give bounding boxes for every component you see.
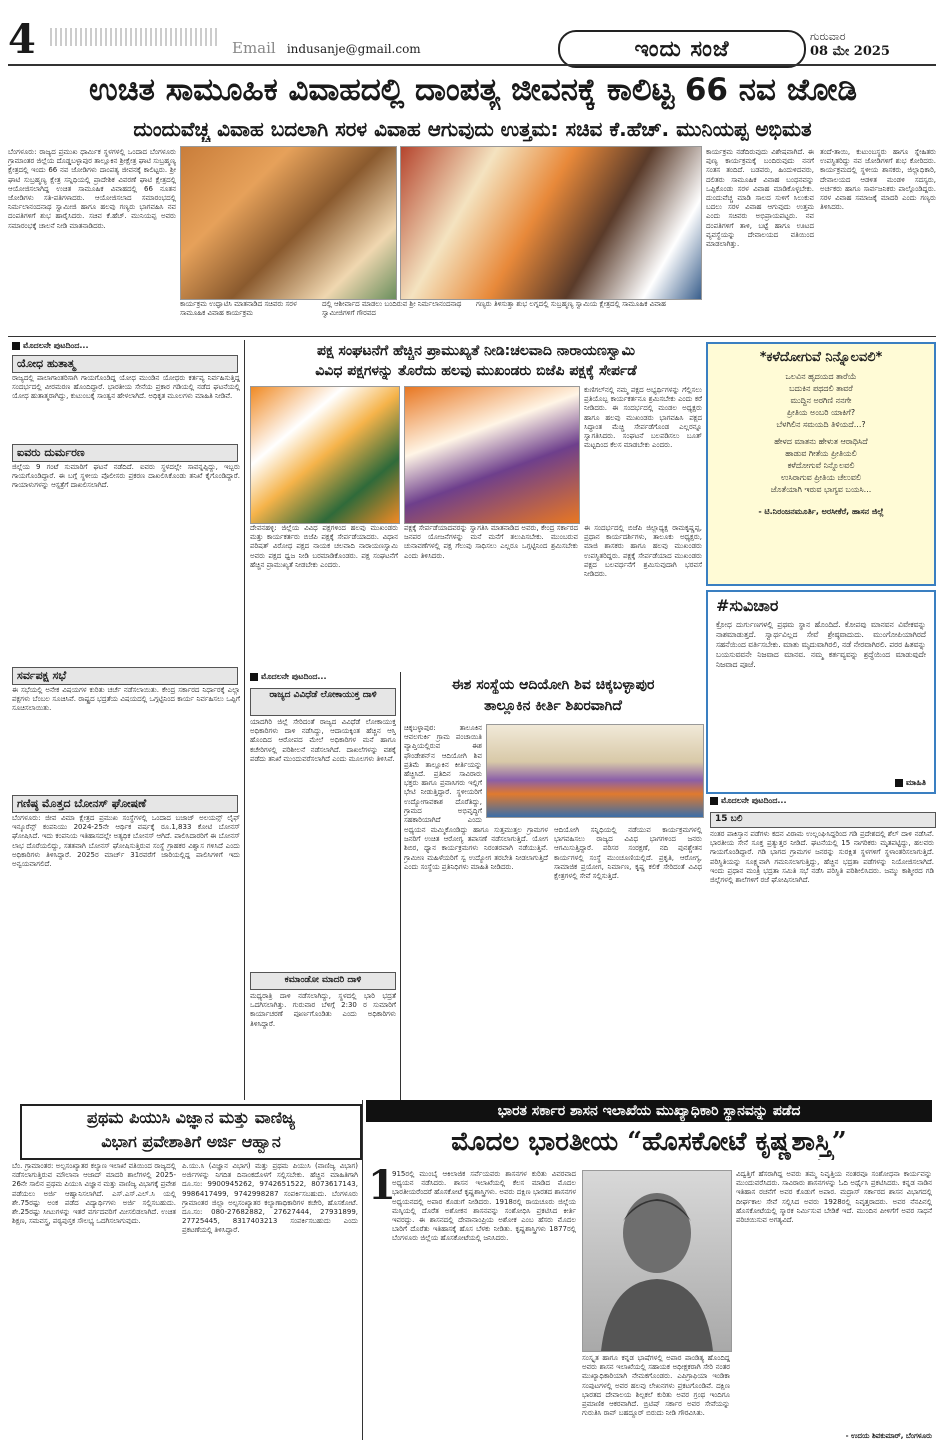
lead-photo-2 — [400, 146, 702, 300]
lead-headline: ಉಚಿತ ಸಾಮೂಹಿಕ ವಿವಾಹದಲ್ಲಿ ದಾಂಪತ್ಯ ಜೀವನಕ್ಕೆ ಕಾಲಿಟ್ಟ 66 ನವ ಜೋಡಿ — [88, 72, 857, 108]
email-link[interactable]: indusanje@gmail.com — [286, 42, 421, 56]
bullet-icon — [710, 797, 718, 805]
right-subtitle: 15 ಬಲಿ — [710, 812, 936, 828]
poem-box — [706, 342, 936, 586]
weekday: ಗುರುವಾರ — [810, 30, 846, 43]
lead-caption-3: ಗಣ್ಯರು ತಿಳಿಸುತ್ತಾ ಶುಭ ಲಗ್ನದಲ್ಲಿ ಸುಬ್ರಹ್ಮಣ್ಯ ಸ್ವಾಮಿಯ ಕ್ಷೇತ್ರದಲ್ಲಿ ಸಾಮೂಹಿಕ ವಿವಾಹ — [476, 300, 666, 308]
isha-col-b: ಅಧ್ಯಯನ ಮಮ್ಮಿಕೊಂಡಿದ್ದು ಹಾಗೂ ಸುತ್ತಮುತ್ತಲ ಗ್ರಾಮಗಳ ಜನರಿಗೆ ಉಚಿತ ಆರೋಗ್ಯ ತಪಾಸಣೆ ನಡೆಸಲಾಗುತ್ತಿದೆ. ಯೋಗ ಶಿಬಿರ, ಧ್ಯಾನ ಕಾರ್ಯಕ್ರಮಗಳು ನಿರಂತರವಾಗಿ ನಡೆಯುತ್ತಿವೆ. ಗ್ರಾಮೀಣ ಮಹಿಳೆಯರಿಗೆ ಸ್ವ ಉದ್ಯೋಗ ತರಬೇತಿ ನೀಡಲಾಗುತ್ತಿದೆ ಎಂದು ಸಂಸ್ಥೆಯ ಪ್ರತಿನಿಧಿಗಳು ಮಾಹಿತಿ ನೀಡಿದರು. — [404, 826, 548, 871]
section-title-1: ಯೋಧ ಹುತಾತ್ಮ — [12, 355, 238, 373]
continued-tag-2: ಮೊದಲನೇ ಪುಟದಿಂದ... — [250, 672, 327, 682]
bonus-body: ಯಾದಗಿರಿ ಜಿಲ್ಲೆ ಸೇರಿದಂತೆ ರಾಜ್ಯದ ವಿವಿಧೆಡೆ ಲೋಕಾಯುಕ್ತ ಅಧಿಕಾರಿಗಳು ದಾಳಿ ನಡೆಸಿದ್ದು, ಆದಾಯಕ್ಕಿಂತ ಹೆಚ್ಚಿನ ಆಸ್ತಿ ಹೊಂದಿದ ಆರೋಪದ ಮೇಲೆ ಅಧಿಕಾರಿಗಳ ಮನೆ ಹಾಗೂ ಕಚೇರಿಗಳಲ್ಲಿ ಪರಿಶೀಲನೆ ನಡೆಸಲಾಗಿದೆ. ದಾಖಲೆಗಳನ್ನು ವಶಕ್ಕೆ ಪಡೆದು ತನಿಖೆ ಮುಂದುವರೆಸಲಾಗಿದೆ ಎಂದು ಮೂಲಗಳು ತಿಳಿಸಿವೆ. — [250, 718, 396, 763]
feature-portrait — [582, 1170, 732, 1352]
right-body: ನಂತರ ಪಾಕಿಸ್ತಾನ ಪಡೆಗಳು ಕದನ ವಿರಾಮ ಉಲ್ಲಂಘಿಸಿದ್ದರಿಂದ ಗಡಿ ಪ್ರದೇಶದಲ್ಲಿ ಶೆಲ್ ದಾಳಿ ನಡೆಸಿವೆ. ಭಾರತೀಯ ಸೇನೆ ಸೂಕ್ತ ಪ್ರತ್ಯುತ್ತರ ನೀಡಿದೆ. ಘಟನೆಯಲ್ಲಿ 15 ನಾಗರಿಕರು ಮೃತಪಟ್ಟಿದ್ದು, ಹಲವರು ಗಾಯಗೊಂಡಿದ್ದಾರೆ. ಗಡಿ ಭಾಗದ ಗ್ರಾಮಗಳ ಜನರನ್ನು ಸುರಕ್ಷಿತ ಸ್ಥಳಗಳಿಗೆ ಸ್ಥಳಾಂತರಿಸಲಾಗುತ್ತಿದೆ. ಪರಿಸ್ಥಿತಿಯನ್ನು ಸೂಕ್ಷ್ಮವಾಗಿ ಗಮನಿಸಲಾಗುತ್ತಿದ್ದು, ಹೆಚ್ಚಿನ ಭದ್ರತಾ ಪಡೆಗಳನ್ನು ನಿಯೋಜಿಸಲಾಗಿದೆ. ಇಂದು ಪ್ರಧಾನ ಮಂತ್ರಿ ಭದ್ರತಾ ಸಮಿತಿ ಸಭೆ ನಡೆಸಿ ಪರಿಸ್ಥಿತಿ ಪರಿಶೀಲಿಸಿದರು. ಜಮ್ಮು ಕಾಶ್ಮೀರದ ಗಡಿ ಜಿಲ್ಲೆಗಳಲ್ಲಿ ಶಾಲೆಗಳಿಗೆ ರಜೆ ಘೋಷಿಸಲಾಗಿದೆ. — [710, 830, 934, 885]
bullet-icon — [12, 342, 20, 350]
continued-tag-3: ಮೊದಲನೇ ಪುಟದಿಂದ... — [710, 796, 787, 806]
poem-title: *ಕಳೆದೋಗುವೆ ನಿನ್ನೊಲವಲಿ* — [759, 350, 883, 365]
suvichara-box — [706, 590, 936, 794]
column-rule — [244, 340, 245, 1100]
bullet-icon — [250, 673, 258, 681]
bjp-headline-1: ಪಕ್ಷ ಸಂಘಟನೆಗೆ ಹೆಚ್ಚಿನ ಪ್ರಾಮುಖ್ಯತೆ ನೀಡಿ:ಚಲವಾದಿ ನಾರಾಯಣಸ್ವಾಮಿ — [316, 343, 636, 359]
feature-col-c: ವಿದ್ವತ್ತಿಗೆ ಹೆಸರಾಗಿದ್ದ ಅವರು ತಮ್ಮ ನಿವೃತ್ತಿಯ ನಂತರವೂ ಸಂಶೋಧನಾ ಕಾರ್ಯವನ್ನು ಮುಂದುವರೆಸಿದರು. ಸಾವಿರಾರು ಶಾಸನಗಳನ್ನು ಓದಿ ಅರ್ಥೈಸಿ ಪ್ರಕಟಿಸಿದರು. ಕನ್ನಡ ನಾಡಿನ ಇತಿಹಾಸ ರಚನೆಗೆ ಅವರ ಕೊಡುಗೆ ಅಪಾರ. ಮದ್ರಾಸ್ ಸರ್ಕಾರದ ಶಾಸನ ವಿಭಾಗದಲ್ಲಿ ದೀರ್ಘಕಾಲ ಸೇವೆ ಸಲ್ಲಿಸಿದ ಅವರು 1928ರಲ್ಲಿ ನಿವೃತ್ತರಾದರು. ಅವರ ನೆನಪಿನಲ್ಲಿ ಹೊಸಕೋಟೆಯಲ್ಲಿ ಸ್ಮಾರಕ ನಿರ್ಮಿಸುವ ಬೇಡಿಕೆ ಇದೆ. ಮುಂದಿನ ಪೀಳಿಗೆಗೆ ಅವರ ಸಾಧನೆ ಪರಿಚಯಿಸುವ ಅಗತ್ಯವಿದೆ. — [736, 1170, 932, 1225]
suvichara-title: #ಸುವಿಚಾರ — [716, 596, 779, 615]
section-body-1: ರಾಜ್ಯದಲ್ಲಿ ಪಾಲಾಗಾಂತರಿಸಾಗಿ ಗಾಯಗೊಂಡಿದ್ದ ಯೋಧ ಮುಂಡಿನ ಯೋಧರು ಕರ್ತವ್ಯ ನಿರ್ವಹಿಸುತ್ತಿದ್ದ ಸಂದರ್ಭದಲ್ಲಿ ವೀರಮರಣ ಹೊಂದಿದ್ದಾರೆ. ಭಾರತೀಯ ಸೇನೆಯ ಪ್ರಕಾರ ಗಡಿಯಲ್ಲಿ ನಡೆದ ಘಟನೆಯಲ್ಲಿ ಯೋಧ ಹುತಾತ್ಮರಾಗಿದ್ದು, ಕುಟುಂಬಕ್ಕೆ ಸಾಂತ್ವನ ಹೇಳಲಾಗಿದೆ. ಅಧಿಕೃತ ಮೂಲಗಳು ಮಾಹಿತಿ ನೀಡಿವೆ. — [12, 374, 240, 401]
bjp-col-c: ಪಕ್ಷಕ್ಕೆ ಸೇರ್ಪಡೆಯಾದವರನ್ನು ಸ್ವಾಗತಿಸಿ ಮಾತನಾಡಿದ ಅವರು, ಕೇಂದ್ರ ಸರ್ಕಾರದ ಜನಪರ ಯೋಜನೆಗಳನ್ನು ಮನೆ ಮನೆಗೆ ತಲುಪಿಸಬೇಕು. ಮುಂಬರುವ ಚುನಾವಣೆಗಳಲ್ಲಿ ಪಕ್ಷ ಗೆಲುವು ಸಾಧಿಸಲು ಎಲ್ಲರೂ ಒಗ್ಗಟ್ಟಿನಿಂದ ಶ್ರಮಿಸಬೇಕು ಎಂದು ತಿಳಿಸಿದರು. — [404, 524, 578, 560]
section-body-4: ಬೆಂಗಳೂರು: ಜೀವ ವಿಮಾ ಕ್ಷೇತ್ರದ ಪ್ರಮುಖ ಸಂಸ್ಥೆಗಳಲ್ಲಿ ಒಂದಾದ ಬಜಾಜ್ ಅಲಯನ್ಸ್ ಲೈಫ್ ಇನ್ಶೂರೆನ್ಸ್ ಕಂಪನಿಯು 2024-25ನೇ ಆರ್ಥಿಕ ವರ್ಷಕ್ಕೆ ರೂ.1,833 ಕೋಟಿ ಬೋನಸ್ ಘೋಷಿಸಿದೆ. ಇದು ಕಂಪನಿಯ ಇತಿಹಾಸದಲ್ಲೇ ಅತ್ಯಧಿಕ ಬೋನಸ್ ಆಗಿದೆ. ಪಾಲಿಸಿದಾರರಿಗೆ ಈ ಬೋನಸ್ ಲಾಭ ದೊರೆಯಲಿದ್ದು, ಸತತವಾಗಿ ಬೋನಸ್ ಘೋಷಿಸುತ್ತಿರುವ ಸಂಸ್ಥೆ ಗ್ರಾಹಕರ ವಿಶ್ವಾಸ ಗಳಿಸಿದೆ ಎಂದು ಅಧಿಕಾರಿಗಳು ತಿಳಿಸಿದ್ದಾರೆ. 2025ರ ಮಾರ್ಚ್ 31ರವರೆಗೆ ಜಾರಿಯಲ್ಲಿದ್ದ ಪಾಲಿಸಿಗಳಿಗೆ ಇದು ಅನ್ವಯವಾಗಲಿದೆ. — [12, 814, 240, 869]
bjp-col-b: ದೇವನಹಳ್ಳಿ: ಜಿಲ್ಲೆಯ ವಿವಿಧ ಪಕ್ಷಗಳಿಂದ ಹಲವು ಮುಖಂಡರು ಮತ್ತು ಕಾರ್ಯಕರ್ತರು ಬಿಜೆಪಿ ಪಕ್ಷಕ್ಕೆ ಸೇರ್ಪಡೆಯಾದರು. ವಿಧಾನ ಪರಿಷತ್ ವಿರೋಧ ಪಕ್ಷದ ನಾಯಕ ಚಲವಾದಿ ನಾರಾಯಣಸ್ವಾಮಿ ಅವರು ಪಕ್ಷದ ಧ್ವಜ ನೀಡಿ ಬರಮಾಡಿಕೊಂಡರು. ಪಕ್ಷ ಸಂಘಟನೆಗೆ ಹೆಚ್ಚಿನ ಪ್ರಾಮುಖ್ಯತೆ ನೀಡಬೇಕು ಎಂದರು. — [250, 524, 398, 569]
bjp-headline-2: ವಿವಿಧ ಪಕ್ಷಗಳನ್ನು ತೊರೆದು ಹಲವು ಮುಖಂಡರು ಬಿಜೆಪಿ ಪಕ್ಷಕ್ಕೆ ಸೇರ್ಪಡೆ — [315, 363, 637, 379]
feature-byline: - ಉದಯ ಶಿವಕುಮಾರ್, ಬೆಂಗಳೂರು — [845, 1432, 932, 1440]
bonus-subtitle-2: ಕಮಾಂಡೋ ಮಾದರಿ ದಾಳಿ — [250, 972, 396, 990]
section-title-4: ಗಣಿಷ್ಠ ಮೊತ್ತದ ಬೋನಸ್ ಘೋಷಣೆ — [12, 795, 238, 813]
email-block — [232, 38, 421, 57]
feature-headline: ಮೊದಲ ಭಾರತೀಯ “ಹೊಸಕೋಟೆ ಕೃಷ್ಣಶಾಸ್ತ್ರಿ” — [451, 1127, 847, 1157]
isha-headline-1: ಈಶ ಸಂಸ್ಥೆಯ ಆದಿಯೋಗಿ ಶಿವ ಚಿಕ್ಕಬಳ್ಳಾಪುರ — [451, 677, 655, 693]
bonus-body-2: ಮಧ್ಯರಾತ್ರಿ ದಾಳಿ ನಡೆಸಲಾಗಿದ್ದು, ಸ್ಥಳದಲ್ಲಿ ಭಾರಿ ಭದ್ರತೆ ಒದಗಿಸಲಾಗಿತ್ತು. ಗುರುವಾರ ಬೆಳಿಗ್ಗೆ 2:30 ರ ಸುಮಾರಿಗೆ ಕಾರ್ಯಾಚರಣೆ ಪೂರ್ಣಗೊಂಡಿತು ಎಂದು ಅಧಿಕಾರಿಗಳು ತಿಳಿಸಿದ್ದಾರೆ. — [250, 992, 396, 1028]
section-rule — [8, 336, 936, 337]
bjp-photo-2 — [404, 386, 580, 524]
header-pattern — [50, 28, 220, 46]
masthead-logo — [558, 30, 806, 68]
section-title-2: ಐವರು ದುರ್ಮರಣ — [12, 444, 238, 462]
issue-date: 08 ಮೇ 2025 — [810, 44, 890, 59]
section-body-2: ಜಿಲ್ಲೆಯ 9 ಗಂಟೆ ಸುಮಾರಿಗೆ ಘಟನೆ ನಡೆದಿದೆ. ಐವರು ಸ್ಥಳದಲ್ಲೇ ಸಾವನ್ನಪ್ಪಿದ್ದು, ಇಬ್ಬರು ಗಾಯಗೊಂಡಿದ್ದಾರೆ. ಈ ಬಗ್ಗೆ ಸ್ಥಳೀಯ ಪೊಲೀಸರು ಪ್ರಕರಣ ದಾಖಲಿಸಿಕೊಂಡು ತನಿಖೆ ಕೈಗೊಂಡಿದ್ದಾರೆ. ಗಾಯಾಳುಗಳನ್ನು ಆಸ್ಪತ್ರೆಗೆ ದಾಖಲಿಸಲಾಗಿದೆ. — [12, 463, 240, 490]
header-rule — [8, 64, 936, 66]
bjp-col-d: ಈ ಸಂದರ್ಭದಲ್ಲಿ ಬಿಜೆಪಿ ಜಿಲ್ಲಾಧ್ಯಕ್ಷ ರಾಮಕೃಷ್ಣಪ್ಪ, ಪ್ರಧಾನ ಕಾರ್ಯದರ್ಶಿಗಳು, ತಾಲೂಕು ಅಧ್ಯಕ್ಷರು, ಮಾಜಿ ಶಾಸಕರು ಹಾಗೂ ಹಲವು ಮುಖಂಡರು ಉಪಸ್ಥಿತರಿದ್ದರು. ಪಕ್ಷಕ್ಕೆ ಸೇರ್ಪಡೆಯಾದ ಮುಖಂಡರು ಪಕ್ಷದ ಬಲವರ್ಧನೆಗೆ ಶ್ರಮಿಸುವುದಾಗಿ ಭರವಸೆ ನೀಡಿದರು. — [584, 524, 702, 579]
lead-subhead: ದುಂದುವೆಚ್ಚ ವಿವಾಹ ಬದಲಾಗಿ ಸರಳ ವಿವಾಹ ಆಗುವುದು ಉತ್ತಮ: ಸಚಿವ ಕೆ.ಹೆಚ್. ಮುನಿಯಪ್ಪ ಅಭಿಮತ — [133, 117, 812, 141]
puc-headline-2: ವಿಭಾಗ ಪ್ರವೇಶಾತಿಗೆ ಅರ್ಜಿ ಆಹ್ವಾನ — [101, 1132, 281, 1151]
puc-col-a: ಬೆಂ. ಗ್ರಾಮಾಂತರ: ಅಲ್ಪಸಂಖ್ಯಾತರ ಕಲ್ಯಾಣ ಇಲಾಖೆ ವತಿಯಿಂದ ರಾಜ್ಯದಲ್ಲಿ ನಡೆಸಲಾಗುತ್ತಿರುವ ಮೌಲಾನಾ ಆಜಾದ್ ಮಾದರಿ ಶಾಲೆಗಳಲ್ಲಿ 2025-26ನೇ ಸಾಲಿನ ಪ್ರಥಮ ಪಿಯುಸಿ ವಿಜ್ಞಾನ ಮತ್ತು ವಾಣಿಜ್ಯ ವಿಭಾಗಕ್ಕೆ ಪ್ರವೇಶ ಪಡೆಯಲು ಅರ್ಜಿ ಆಹ್ವಾನಿಸಲಾಗಿದೆ. ಎಸ್.ಎಸ್.ಎಲ್.ಸಿ ಯಲ್ಲಿ ಶೇ.75ರಷ್ಟು ಅಂಕ ಪಡೆದ ವಿದ್ಯಾರ್ಥಿಗಳು ಅರ್ಜಿ ಸಲ್ಲಿಸಬಹುದು. ಶೇ.25ರಷ್ಟು ಸೀಟುಗಳನ್ನು ಇತರೆ ವರ್ಗದವರಿಗೆ ಮೀಸಲಿಡಲಾಗಿದೆ. ಉಚಿತ ಶಿಕ್ಷಣ, ಸಮವಸ್ತ್ರ, ಪಠ್ಯಪುಸ್ತಕ ಸೌಲಭ್ಯ ಒದಗಿಸಲಾಗುವುದು. — [12, 1162, 176, 1226]
feature-col-a: 915ರಲ್ಲಿ ಮುಂಬೈ ಆಕಿಲಾಜಿಕ ಸರ್ವೆಯವರು ಶಾಸನಗಳ ಕುರಿತು ವಿವರವಾದ ಅಧ್ಯಯನ ನಡೆಸಿದರು. ಶಾಸನ ಇಲಾಖೆಯಲ್ಲಿ ಕೆಲಸ ಮಾಡಿದ ಮೊದಲ ಭಾರತೀಯರೆಂದರೆ ಹೊಸಕೋಟೆ ಕೃಷ್ಣಶಾಸ್ತ್ರಿಗಳು. ಅವರು ದಕ್ಷಿಣ ಭಾರತದ ಶಾಸನಗಳ ಅಧ್ಯಯನದಲ್ಲಿ ಅಪಾರ ಕೊಡುಗೆ ನೀಡಿದರು. 1918ರಲ್ಲಿ ರಾಯಚೂರು ಜಿಲ್ಲೆಯ ಮಸ್ಕಿಯಲ್ಲಿ ದೊರೆತ ಅಶೋಕನ ಶಾಸನವನ್ನು ಸಂಶೋಧಿಸಿ ಪ್ರಕಟಿಸಿದ ಕೀರ್ತಿ ಇವರದ್ದು. ಈ ಶಾಸನದಲ್ಲಿ ದೇವಾನಾಂಪ್ರಿಯ ಅಶೋಕ ಎಂಬ ಹೆಸರು ಮೊದಲ ಬಾರಿಗೆ ದೊರೆತು ಇತಿಹಾಸಕ್ಕೆ ಹೊಸ ಬೆಳಕು ನೀಡಿತು. ಕೃಷ್ಣಶಾಸ್ತ್ರಿಗಳು 1877ರಲ್ಲಿ ಬೆಂಗಳೂರು ಜಿಲ್ಲೆಯ ಹೊಸಕೋಟೆಯಲ್ಲಿ ಜನಿಸಿದರು. — [392, 1170, 576, 1243]
poem-author: - ಟಿ.ನಿರಂಜನಮೂರ್ತಿ, ಅರಸೀಕೆರೆ, ಹಾಸನ ಜಿಲ್ಲೆ — [758, 507, 884, 516]
section-title-3: ಸರ್ವಪಕ್ಷ ಸಭೆ — [12, 667, 238, 685]
isha-photo — [486, 724, 704, 818]
portrait-figure — [583, 1171, 731, 1351]
page-number: 4 — [8, 16, 36, 63]
isha-col-c: ಆದಿಯೋಗಿ ಸನ್ನಿಧಿಯಲ್ಲಿ ನಡೆಯುವ ಕಾರ್ಯಕ್ರಮಗಳಲ್ಲಿ ಭಾಗವಹಿಸಲು ರಾಜ್ಯದ ವಿವಿಧ ಭಾಗಗಳಿಂದ ಜನರು ಆಗಮಿಸುತ್ತಿದ್ದಾರೆ. ಪರಿಸರ ಸಂರಕ್ಷಣೆ, ನದಿ ಪುನಶ್ಚೇತನ ಕಾರ್ಯಗಳಲ್ಲಿ ಸಂಸ್ಥೆ ಮುಂಚೂಣಿಯಲ್ಲಿದೆ. ಪ್ರಕೃತಿ, ಆರೋಗ್ಯ, ಸಾಮಾಜಿಕ ಪ್ರಯೋಗ, ನಿರ್ಮಾಣ, ಕೃಷ್ಣ ಕಲಿಕೆ ಸೇರಿದಂತೆ ವಿವಿಧ ಕ್ಷೇತ್ರಗಳಲ್ಲಿ ಸೇವೆ ಸಲ್ಲಿಸುತ್ತಿದೆ. — [554, 826, 702, 881]
feature-kicker: ಭಾರತ ಸರ್ಕಾರ ಶಾಸನ ಇಲಾಖೆಯ ಮುಖ್ಯಾಧಿಕಾರಿ ಸ್ಥಾನವನ್ನು ಪಡೆದ — [366, 1100, 932, 1122]
lead-caption-1: ಕಾರ್ಯಕ್ರಮ ಉದ್ಘಾಟಿಸಿ ಮಾತನಾಡಿದ ಸಚಿವರು ಸರಳ ಸಾಮೂಹಿಕ ವಿವಾಹ ಕಾರ್ಯಕ್ರಮ — [180, 300, 297, 317]
column-rule-3 — [362, 1100, 363, 1440]
puc-headline-box — [20, 1104, 362, 1160]
continued-tag: ಮೊದಲನೇ ಪುಟದಿಂದ... — [12, 341, 89, 351]
email-label: Email — [232, 39, 276, 57]
section-body-3: ಈ ಸಭೆಯಲ್ಲಿ ಅನೇಕ ವಿಷಯಗಳ ಕುರಿತು ಚರ್ಚೆ ನಡೆಸಲಾಯಿತು. ಕೇಂದ್ರ ಸರ್ಕಾರದ ನಿರ್ಧಾರಕ್ಕೆ ಎಲ್ಲಾ ಪಕ್ಷಗಳು ಬೆಂಬಲ ಸೂಚಿಸಿವೆ. ರಾಷ್ಟ್ರದ ಭದ್ರತೆಯ ವಿಷಯದಲ್ಲಿ ಒಗ್ಗಟ್ಟಿನಿಂದ ಕಾರ್ಯ ನಿರ್ವಹಿಸಲು ಒಪ್ಪಿಗೆ ಸೂಚಿಸಲಾಯಿತು. — [12, 686, 240, 713]
poem-lines: ಒಲವಿನ ಹೃದಯದ ತಾರೆಯೆ ಬದುಕಿನ ಪಥದಲಿ ತಾವರೆ ಮುದ್ದಿನ ಅರಗಿಣಿ ನನಗೇ ಪ್ರೀತಿಯ ಅಂಬರಿ ಯಾಕಿಗೆ? ಬೆಳಗಿಲಿನ ಸಮಯದಿ ತಿಳಿಯದೆ...? ಹೇಳದ ಮಾತನು ಹೇಳುತ ಆರಾಧಿಸಿದೆ ಹಾಡುವ ಗೀತೆಯ ಪ್ರೀತಿಯಲಿ ಕಳೆದೋಗುವೆ ನಿನ್ನೊಲವಲಿ ಉಸಿರಾಗುವ ಪ್ರೀತಿಯ ಚೆಲುವಲಿ ಜೊತೆಯಾಗಿ ಇರುವ ಭಾಗ್ಯವ ಬಯಸಿ... — [770, 372, 872, 494]
bullet-icon — [895, 779, 903, 787]
feature-col-b: ಸಂಸ್ಕೃತ ಹಾಗೂ ಕನ್ನಡ ಭಾಷೆಗಳಲ್ಲಿ ಅಪಾರ ಪಾಂಡಿತ್ಯ ಹೊಂದಿದ್ದ ಅವರು ಶಾಸನ ಇಲಾಖೆಯಲ್ಲಿ ಸಹಾಯಕ ಅಧೀಕ್ಷಕರಾಗಿ ಸೇರಿ ನಂತರ ಮುಖ್ಯಾಧಿಕಾರಿಯಾಗಿ ನೇಮಕಗೊಂಡರು. ಎಪಿಗ್ರಾಫಿಯಾ ಇಂಡಿಕಾ ಸಂಪುಟಗಳಲ್ಲಿ ಅವರ ಹಲವು ಲೇಖನಗಳು ಪ್ರಕಟಗೊಂಡಿವೆ. ದಕ್ಷಿಣ ಭಾರತದ ದೇವಾಲಯ ಶಿಲ್ಪಕಲೆ ಕುರಿತು ಅವರ ಗ್ರಂಥ ಇಂದಿಗೂ ಪ್ರಮಾಣಿಕ ಆಕರವಾಗಿದೆ. ಬ್ರಿಟಿಷ್ ಸರ್ಕಾರ ಅವರ ಸೇವೆಯನ್ನು ಗುರುತಿಸಿ ರಾವ್ ಬಹದ್ದೂರ್ ಬಿರುದು ನೀಡಿ ಗೌರವಿಸಿತು. — [582, 1354, 730, 1418]
isha-headline-2: ತಾಲ್ಲೂಕಿನ ಕೀರ್ತಿ ಶಿಖರವಾಗಿದೆ — [484, 698, 622, 714]
puc-col-b: ಪಿ.ಯು.ಸಿ (ವಿಜ್ಞಾನ ವಿಭಾಗ) ಮತ್ತು ಪ್ರಥಮ ಪಿಯುಸಿ (ವಾಣಿಜ್ಯ ವಿಭಾಗ) ಅರ್ಜಿಗಳನ್ನು ನಿಗದಿತ ದಿನಾಂಕದೊಳಗೆ ಸಲ್ಲಿಸಬೇಕು. ಹೆಚ್ಚಿನ ಮಾಹಿತಿಗಾಗಿ ದೂ.ಸಂ: 9900945262, 9742651522, 8073617143, 9986417499, 9742998287 ಸಂಪರ್ಕಿಸಬಹುದು. ಬೆಂಗಳೂರು ಗ್ರಾಮಾಂತರ ಜಿಲ್ಲಾ ಅಲ್ಪಸಂಖ್ಯಾತರ ಕಲ್ಯಾಣಾಧಿಕಾರಿಗಳ ಕಚೇರಿ, ಹೊಸಕೋಟೆ. ದೂ.ಸಂ: 080-27682882, 27627444, 27931899, 27725445, 8317403213 ಸಂಪರ್ಕಿಸಬಹುದು ಎಂದು ಪ್ರಕಟಣೆಯಲ್ಲಿ ತಿಳಿಸಿದ್ದಾರೆ. — [182, 1162, 358, 1235]
puc-headline-1: ಪ್ರಥಮ ಪಿಯುಸಿ ವಿಜ್ಞಾನ ಮತ್ತು ವಾಣಿಜ್ಯ — [87, 1108, 295, 1127]
column-rule-2 — [400, 672, 401, 1102]
lead-col-2: ಕಾರ್ಯಕ್ರಮ ನಡೆದಿರುವುದು ವಿಶೇಷವಾಗಿದೆ. ಈ ಪುಣ್ಯ ಕಾರ್ಯಕ್ರಮಕ್ಕೆ ಬಂದಿರುವುದು ನನಗೆ ಸಂತಸ ತಂದಿದೆ. ಬಡವರು, ಹಿಂದುಳಿದವರು, ದಲಿತರು ಸಾಮೂಹಿಕ ವಿವಾಹ ಬಂಧನವನ್ನು ಒಪ್ಪಿಕೊಂಡು ಸರಳ ವಿವಾಹ ಮಾಡಿಕೊಳ್ಳಬೇಕು. ದುಂದುವೆಚ್ಚ ಮಾಡಿ ಸಾಲದ ಸುಳಿಗೆ ಸಿಲುಕುವ ಬದಲು ಸರಳ ವಿವಾಹ ಆಗುವುದು ಉತ್ತಮ ಎಂದು ಸಚಿವರು ಅಭಿಪ್ರಾಯಪಟ್ಟರು. ನವ ದಂಪತಿಗಳಿಗೆ ತಾಳಿ, ಬಟ್ಟೆ ಹಾಗೂ ಊಟದ ವ್ಯವಸ್ಥೆಯನ್ನು ದೇವಾಲಯದ ವತಿಯಿಂದ ಮಾಡಲಾಗಿತ್ತು. — [706, 148, 814, 249]
masthead-title: ಇಂದು ಸಂಜೆ — [634, 36, 730, 62]
bonus-subtitle: ರಾಜ್ಯದ ವಿವಿಧೆಡೆ ಲೋಕಾಯುಕ್ತ ದಾಳಿ — [250, 688, 396, 716]
bjp-col-a: ಕುಣಿಗಲ್‌ನಲ್ಲಿ ನಮ್ಮ ಪಕ್ಷದ ಅಭ್ಯರ್ಥಿಗಳನ್ನು ಗೆಲ್ಲಿಸಲು ಪ್ರತಿಯೊಬ್ಬ ಕಾರ್ಯಕರ್ತನೂ ಶ್ರಮಿಸಬೇಕು ಎಂದು ಕರೆ ನೀಡಿದರು. ಈ ಸಂದರ್ಭದಲ್ಲಿ ಮಂಡಲ ಅಧ್ಯಕ್ಷರು ಹಾಗೂ ಹಲವು ಮುಖಂಡರು ಭಾಗವಹಿಸಿ ಪಕ್ಷದ ಸಿದ್ಧಾಂತ ಮೆಚ್ಚಿ ಸೇರ್ಪಡೆಗೊಂಡ ಎಲ್ಲರನ್ನೂ ಸ್ವಾಗತಿಸಿದರು. ಸಂಘಟನೆ ಬಲಪಡಿಸಲು ಬೂತ್ ಮಟ್ಟದಿಂದ ಕೆಲಸ ಮಾಡಬೇಕು ಎಂದರು. — [584, 386, 702, 450]
lead-col-3: ತಂದೆ-ತಾಯಿ, ಕುಟುಂಬಸ್ಥರು ಹಾಗೂ ಸ್ನೇಹಿತರು ಉಪಸ್ಥಿತರಿದ್ದು ನವ ಜೋಡಿಗಳಿಗೆ ಶುಭ ಕೋರಿದರು. ಕಾರ್ಯಕ್ರಮದಲ್ಲಿ ಸ್ಥಳೀಯ ಶಾಸಕರು, ಜಿಲ್ಲಾಧಿಕಾರಿ, ದೇವಾಲಯದ ಆಡಳಿತ ಮಂಡಳಿ ಸದಸ್ಯರು, ಅರ್ಚಕರು ಹಾಗೂ ಸಾರ್ವಜನಿಕರು ಪಾಲ್ಗೊಂಡಿದ್ದರು. ಸರಳ ವಿವಾಹ ಸಮಾಜಕ್ಕೆ ಮಾದರಿ ಎಂದು ಗಣ್ಯರು ತಿಳಿಸಿದರು. — [820, 148, 936, 212]
feature-dropcap: 1 — [368, 1162, 396, 1209]
isha-col-a: ಚಿಕ್ಕಬಳ್ಳಾಪುರ: ತಾಲೂಕಿನ ಆವಲಗುರ್ಕಿ ಗ್ರಾಮ ಪಂಚಾಯಿತಿ ವ್ಯಾಪ್ತಿಯಲ್ಲಿರುವ ಈಶ ಫೌಂಡೇಶನ್‌ನ ಆದಿಯೋಗಿ ಶಿವ ಪ್ರತಿಮೆ ತಾಲ್ಲೂಕಿನ ಕೀರ್ತಿಯನ್ನು ಹೆಚ್ಚಿಸಿದೆ. ಪ್ರತಿದಿನ ಸಾವಿರಾರು ಭಕ್ತರು ಹಾಗೂ ಪ್ರವಾಸಿಗರು ಇಲ್ಲಿಗೆ ಭೇಟಿ ನೀಡುತ್ತಿದ್ದಾರೆ. ಸ್ಥಳೀಯರಿಗೆ ಉದ್ಯೋಗಾವಕಾಶ ದೊರೆತಿದ್ದು, ಗ್ರಾಮದ ಅಭಿವೃದ್ಧಿಗೆ ಸಹಕಾರಿಯಾಗಿದೆ ಎಂದು — [404, 724, 482, 824]
lead-photo-1 — [180, 146, 397, 300]
suvichara-sign: ಮಾಹಿತಿ — [895, 778, 926, 788]
lead-col-1: ಬೆಂಗಳೂರು: ರಾಜ್ಯದ ಪ್ರಮುಖ ಧಾರ್ಮಿಕ ಸ್ಥಳಗಳಲ್ಲಿ ಒಂದಾದ ಬೆಂಗಳೂರು ಗ್ರಾಮಾಂತರ ಜಿಲ್ಲೆಯ ದೊಡ್ಡಬಳ್ಳಾಪುರ ತಾಲ್ಲೂಕಿನ ಶ್ರೀಕ್ಷೇತ್ರ ಘಾಟಿ ಸುಬ್ರಹ್ಮಣ್ಯ ಕ್ಷೇತ್ರದಲ್ಲಿ ಇಂದು 66 ನವ ಜೋಡಿಗಳು ದಾಂಪತ್ಯ ಜೀವನಕ್ಕೆ ಕಾಲಿಟ್ಟರು. ಶ್ರೀ ಘಾಟಿ ಸುಬ್ರಹ್ಮಣ್ಯ ಕ್ಷೇತ್ರ ಸನ್ನಿಧಿಯಲ್ಲಿ ಪ್ರಾದೇಶಿಕ ವಿವರಣೆ ಘಾಟಿ ಕ್ಷೇತ್ರದಲ್ಲಿ ಆಯೋಜಿಸಲಾಗಿದ್ದ ಉಚಿತ ಸಾಮೂಹಿಕ ವಿವಾಹದಲ್ಲಿ 66 ನೂತನ ಜೋಡಿಗಳು ಸತಿ-ಪತಿಗಳಾದರು. ಆಯೋಜಿಸಲಾದ ಸಮಾರಂಭದಲ್ಲಿ ನಿರ್ಮಲಾನಂದನಾಥ ಸ್ವಾಮೀಜಿ ಹಾಗೂ ಹಲವು ಗಣ್ಯರು ಭಾಗವಹಿಸಿ ನವ ದಂಪತಿಗಳಿಗೆ ಶುಭ ಹಾರೈಸಿದರು. ಸಚಿವ ಕೆ.ಹೆಚ್. ಮುನಿಯಪ್ಪ ಅವರು ಸಮಾರಂಭಕ್ಕೆ ಚಾಲನೆ ನೀಡಿ ಮಾತನಾಡಿದರು. — [8, 148, 176, 230]
suvichara-body: ಕ್ರೋಧ ದುರ್ಗುಣಗಳಲ್ಲಿ ಪ್ರಥಮ ಸ್ಥಾನ ಹೊಂದಿದೆ. ಕೋಪವು ಮಾನವನ ವಿವೇಕವನ್ನು ನಾಶಮಾಡುತ್ತದೆ. ಸ್ವಾರ್ಥವಿಲ್ಲದ ಸೇವೆ ಶ್ರೇಷ್ಠವಾದುದು. ಮುಂಗೋಪಿಯಾಗಿರದೆ ಸಹನೆಯಿಂದ ವರ್ತಿಸಬೇಕು. ಮಾತು ಮೃದುವಾಗಿರಲಿ, ನಡೆ ನೇರವಾಗಿರಲಿ. ಪರರ ಹಿತವನ್ನು ಬಯಸುವವನೇ ನಿಜವಾದ ಮಾನವ. ನಮ್ಮ ಕರ್ತವ್ಯವನ್ನು ಶ್ರದ್ಧೆಯಿಂದ ಮಾಡುವುದೇ ನಿಜವಾದ ಪೂಜೆ. — [716, 620, 926, 669]
lead-caption-2: ದಲ್ಲಿ ಆಶೀರ್ವಾದ ಮಾಡಲು ಬಂದಿರುವ ಶ್ರೀ ನಿರ್ಮಲಾನಂದನಾಥ ಸ್ವಾಮೀಜಿಗಳಿಗೆ ಗೌರವದ — [322, 300, 462, 317]
bjp-photo-1 — [250, 386, 400, 524]
